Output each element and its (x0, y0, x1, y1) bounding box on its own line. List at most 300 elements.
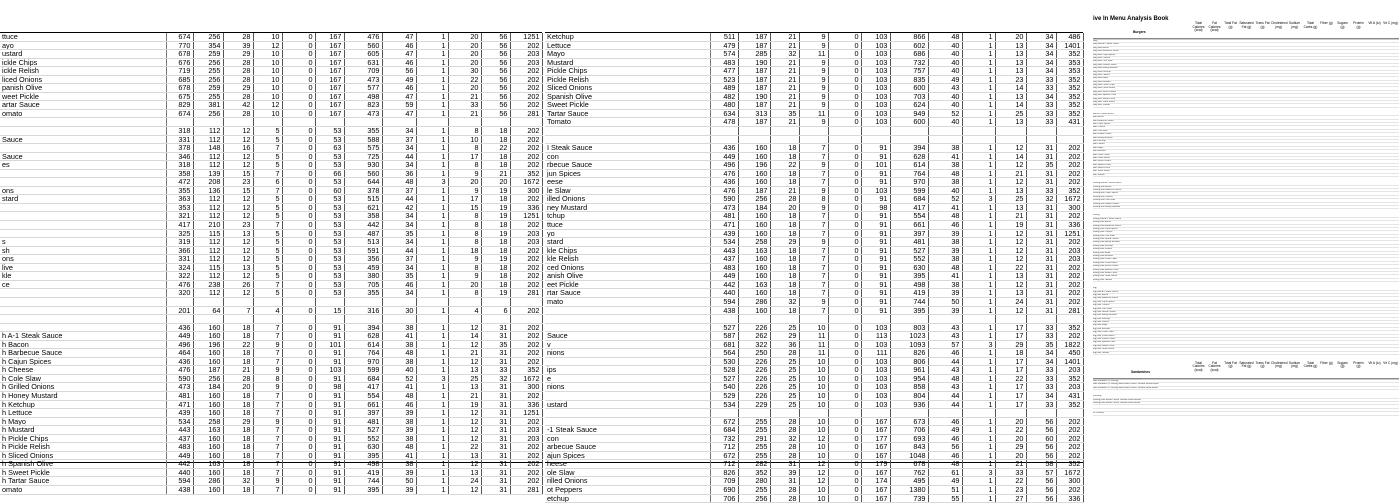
value-cell: 31 (770, 477, 799, 486)
value-cell: 498 (890, 280, 928, 289)
value-cell: 34 (1026, 58, 1056, 67)
value-cell: 91 (861, 195, 890, 204)
value-cell: 10 (799, 494, 828, 503)
value-cell: 7 (223, 306, 253, 315)
table-row (545, 272, 1083, 281)
value-cell (995, 409, 1026, 418)
item-name-cell (0, 323, 166, 332)
value-cell: 38 (928, 238, 962, 247)
value-cell: 31 (1026, 203, 1056, 212)
value-cell: 744 (890, 297, 928, 306)
value-cell: 202 (510, 468, 542, 477)
table-row (545, 280, 1083, 289)
value-cell: 18 (770, 229, 799, 238)
value-cell: 202 (510, 391, 542, 400)
list-item: with Tomato (1093, 174, 1399, 177)
value-cell: 0 (282, 289, 315, 298)
value-cell: 397 (344, 409, 382, 418)
list-item: serving with A-1 Steak Sauce (1093, 182, 1399, 185)
value-cell: 167 (861, 426, 890, 435)
value-cell: 575 (344, 144, 382, 153)
value-cell: 0 (282, 58, 315, 67)
value-cell: 0 (282, 366, 315, 375)
value-cell (315, 118, 344, 127)
value-cell: 21 (770, 101, 799, 110)
value-cell: 35 (1026, 161, 1056, 170)
value-cell: 56 (481, 92, 510, 101)
value-cell: 1 (962, 33, 995, 41)
value-cell: 53 (315, 289, 344, 298)
item-name-cell: heese (545, 460, 710, 469)
value-cell: 4 (253, 306, 282, 315)
value-cell: 1 (962, 238, 995, 247)
list-item: with Cheese (1093, 126, 1399, 129)
value-cell: 256 (193, 109, 223, 118)
value-cell: 0 (282, 75, 315, 84)
value-cell: 674 (166, 33, 193, 41)
value-cell: 22 (770, 161, 799, 170)
value-cell: 472 (166, 178, 193, 187)
value-cell: 32 (1026, 195, 1056, 204)
value-cell: 5 (253, 238, 282, 247)
value-cell: 10 (253, 109, 282, 118)
value-cell: 22 (995, 477, 1026, 486)
list-item: mg) with Mayo (1093, 324, 1399, 327)
value-cell: 439 (710, 229, 738, 238)
value-cell: 0 (282, 238, 315, 247)
value-cell: 112 (193, 246, 223, 255)
value-cell: 163 (193, 426, 223, 435)
value-cell: 395 (344, 485, 382, 494)
value-cell: 20 (448, 33, 481, 41)
value-cell: 61 (928, 468, 962, 477)
value-cell: 202 (510, 92, 542, 101)
value-cell: 436 (166, 323, 193, 332)
item-name-cell: I Steak Sauce (545, 144, 710, 153)
value-cell: 38 (928, 255, 962, 264)
table-row (545, 186, 1083, 195)
value-cell: 48 (928, 374, 962, 383)
value-cell: 31 (1026, 238, 1056, 247)
value-cell: 498 (344, 460, 382, 469)
value-cell: 0 (282, 84, 315, 93)
analysis-book-rows (1093, 39, 1399, 360)
value-cell: 18 (223, 485, 253, 494)
list-item: mg) with Cajun Spices (1093, 301, 1399, 304)
table-row (545, 127, 1083, 136)
column-header: Sodium (mg) (1288, 21, 1301, 29)
value-cell: 1 (962, 161, 995, 170)
value-cell: 352 (1056, 92, 1083, 101)
value-cell: 53 (315, 272, 344, 281)
value-cell: 21 (770, 58, 799, 67)
value-cell: 436 (710, 144, 738, 153)
value-cell: 167 (861, 468, 890, 477)
value-cell (344, 118, 382, 127)
value-cell: 0 (828, 41, 861, 50)
value-cell: 103 (861, 340, 890, 349)
value-cell: 202 (1056, 443, 1083, 452)
value-cell: 762 (890, 468, 928, 477)
list-item: with Pickle Chips (1093, 154, 1399, 157)
value-cell: 9 (448, 255, 481, 264)
value-cell: 56 (1026, 417, 1056, 426)
value-cell: 281 (510, 109, 542, 118)
value-cell: 16 (223, 144, 253, 153)
value-cell: 12 (223, 135, 253, 144)
list-item: rmg) with Mayo (1093, 77, 1399, 80)
value-cell (1026, 409, 1056, 418)
value-cell: 167 (315, 109, 344, 118)
value-cell: 1 (416, 383, 448, 392)
item-name-cell: nions (545, 349, 710, 358)
value-cell: 709 (344, 67, 382, 76)
value-cell: 38 (928, 178, 962, 187)
value-cell: 0 (282, 169, 315, 178)
value-cell (738, 127, 770, 136)
value-cell: 970 (344, 357, 382, 366)
value-cell: 354 (193, 41, 223, 50)
value-cell: 202 (510, 161, 542, 170)
value-cell: 33 (1026, 323, 1056, 332)
list-item: rmg) with Cajun Spices (1093, 54, 1399, 57)
value-cell: 33 (1026, 366, 1056, 375)
value-cell (253, 297, 282, 306)
value-cell: 9 (799, 33, 828, 41)
value-cell: 53 (315, 203, 344, 212)
table-row (545, 203, 1083, 212)
value-cell: 300 (1056, 477, 1083, 486)
value-cell: 19 (481, 289, 510, 298)
value-cell: 1 (962, 349, 995, 358)
value-cell: 1 (416, 280, 448, 289)
value-cell: 331 (166, 255, 193, 264)
value-cell: 7 (253, 400, 282, 409)
value-cell: 473 (344, 109, 382, 118)
value-cell: 18 (223, 434, 253, 443)
value-cell: 167 (315, 84, 344, 93)
value-cell: 103 (861, 75, 890, 84)
value-cell: 1 (416, 229, 448, 238)
value-cell: 587 (710, 332, 738, 341)
value-cell: 1 (416, 41, 448, 50)
table-row (0, 315, 542, 324)
value-cell: 21 (770, 118, 799, 127)
table-row (545, 289, 1083, 298)
value-cell: 12 (995, 178, 1026, 187)
value-cell: 103 (861, 374, 890, 383)
list-item: rmg) with Bacon (1093, 47, 1399, 50)
value-cell: 255 (738, 426, 770, 435)
list-item: mg) with Bacon (1093, 294, 1399, 297)
value-cell: 0 (828, 229, 861, 238)
item-name-cell (0, 229, 166, 238)
value-cell: 18 (770, 280, 799, 289)
value-cell: 564 (710, 349, 738, 358)
value-cell: 352 (510, 366, 542, 375)
value-cell: 48 (928, 460, 962, 469)
value-cell: 25 (770, 366, 799, 375)
value-cell: 18 (223, 426, 253, 435)
list-item: with Spanish Olive (1093, 164, 1399, 167)
value-cell: 187 (738, 101, 770, 110)
value-cell: 28 (770, 417, 799, 426)
list-item: mg) (1093, 287, 1399, 290)
value-cell: 48 (928, 263, 962, 272)
value-cell (344, 297, 382, 306)
value-cell: 203 (1056, 255, 1083, 264)
value-cell: 483 (166, 443, 193, 452)
value-cell: 1 (416, 161, 448, 170)
value-cell (193, 118, 223, 127)
value-cell: 12 (223, 246, 253, 255)
value-cell: 17 (448, 195, 481, 204)
value-cell: 1251 (1056, 229, 1083, 238)
value-cell: 527 (890, 246, 928, 255)
value-cell: 226 (738, 374, 770, 383)
value-cell: 57 (928, 340, 962, 349)
list-item: mg) with Mustard (1093, 328, 1399, 331)
value-cell: 187 (193, 366, 223, 375)
value-cell: 160 (193, 468, 223, 477)
value-cell: 489 (710, 84, 738, 93)
value-cell: 709 (710, 477, 738, 486)
value-cell: 0 (828, 323, 861, 332)
table-row (0, 255, 542, 264)
value-cell: 56 (1026, 477, 1056, 486)
value-cell: 39 (223, 41, 253, 50)
value-cell: 684 (890, 195, 928, 204)
table-row (0, 238, 542, 247)
value-cell: 111 (861, 349, 890, 358)
list-item: rmg) with Spanish Olive (1093, 94, 1399, 97)
value-cell: 719 (166, 67, 193, 76)
value-cell: 614 (344, 340, 382, 349)
value-cell: 91 (861, 212, 890, 221)
item-name-cell: nions (545, 383, 710, 392)
list-item: mg) with Tomato (1093, 352, 1399, 355)
item-name-cell: omato (0, 109, 166, 118)
value-cell: 866 (890, 33, 928, 41)
value-cell: 160 (738, 144, 770, 153)
value-cell: 438 (710, 306, 738, 315)
value-cell: 5 (253, 127, 282, 136)
value-cell: 55 (928, 494, 962, 503)
analysis-book-header-row (1093, 22, 1399, 39)
value-cell: 528 (710, 366, 738, 375)
value-cell: 28 (770, 451, 799, 460)
value-cell: 712 (710, 460, 738, 469)
table-row (0, 101, 542, 110)
value-cell: 5 (253, 229, 282, 238)
value-cell: 286 (738, 297, 770, 306)
value-cell: 0 (828, 426, 861, 435)
value-cell: 770 (166, 41, 193, 50)
value-cell: 481 (344, 417, 382, 426)
value-cell: 1 (962, 50, 995, 59)
value-cell: 1 (962, 144, 995, 153)
item-name-cell (0, 127, 166, 136)
item-name-cell: h Barbecue Sauce (0, 349, 166, 358)
value-cell: 202 (510, 460, 542, 469)
item-name-cell (0, 178, 166, 187)
value-cell: 12 (448, 485, 481, 494)
value-cell (448, 315, 481, 324)
value-cell: 34 (1026, 33, 1056, 41)
item-name-cell (545, 417, 710, 426)
value-cell: 20 (448, 84, 481, 93)
value-cell: 17 (995, 323, 1026, 332)
value-cell: 1 (416, 426, 448, 435)
value-cell: 15 (223, 186, 253, 195)
value-cell: 7 (253, 186, 282, 195)
value-cell: 20 (995, 33, 1026, 41)
value-cell: 53 (315, 280, 344, 289)
value-cell: 21 (770, 41, 799, 50)
list-item: rmg) with Pickle Relish (1093, 87, 1399, 90)
value-cell: 41 (928, 272, 962, 281)
value-cell (770, 135, 799, 144)
table-row (545, 195, 1083, 204)
list-item: serving with Bacon (1093, 186, 1399, 189)
value-cell: 511 (710, 33, 738, 41)
value-cell: 202 (1056, 212, 1083, 221)
value-cell: 202 (510, 75, 542, 84)
value-cell: 91 (315, 485, 344, 494)
analysis-book-rows-sandwiches (1093, 379, 1399, 421)
value-cell: 1 (416, 323, 448, 332)
value-cell: 378 (344, 186, 382, 195)
value-cell (481, 297, 510, 306)
value-cell: 187 (738, 118, 770, 127)
list-item: serving with Grilled Onions (1093, 203, 1399, 206)
value-cell: 18 (481, 152, 510, 161)
value-cell (282, 297, 315, 306)
value-cell: 103 (861, 50, 890, 59)
item-name-cell: live (0, 263, 166, 272)
value-cell: 32 (481, 374, 510, 383)
value-cell: 0 (282, 451, 315, 460)
list-item: rtato Sandwich (1 serving) with Bread Choice Toasted Wheat Bread (1093, 383, 1399, 386)
value-cell: 552 (890, 255, 928, 264)
item-name-cell: e (545, 374, 710, 383)
value-cell: 10 (253, 33, 282, 41)
value-cell: 112 (193, 272, 223, 281)
item-name-cell: le Slaw (545, 186, 710, 195)
value-cell: 33 (1026, 109, 1056, 118)
value-cell: 53 (315, 221, 344, 230)
value-cell: 53 (315, 161, 344, 170)
value-cell: 7 (799, 272, 828, 281)
value-cell: 12 (448, 409, 481, 418)
value-cell: 13 (995, 118, 1026, 127)
value-cell: 483 (710, 263, 738, 272)
list-item: erving) with Ketchup (1093, 245, 1399, 248)
item-name-cell (0, 169, 166, 178)
value-cell: 552 (344, 434, 382, 443)
list-item: with A-1 Steak Sauce (1093, 113, 1399, 116)
value-cell: 0 (282, 41, 315, 50)
value-cell: 673 (890, 417, 928, 426)
table-row (545, 212, 1083, 221)
value-cell: 226 (738, 323, 770, 332)
table-row (545, 297, 1083, 306)
value-cell: 48 (382, 443, 416, 452)
value-cell: 1 (416, 67, 448, 76)
table-row (545, 494, 1083, 503)
value-cell: 167 (861, 451, 890, 460)
list-item: rmg) with Tomato (1093, 104, 1399, 107)
analysis-book-title: ive In Menu Analysis Book (1093, 16, 1169, 22)
value-cell: 11 (799, 332, 828, 341)
value-cell: 8 (448, 238, 481, 247)
item-name-cell: Lettuce (545, 41, 710, 50)
value-cell: 764 (890, 169, 928, 178)
value-cell: 91 (861, 169, 890, 178)
value-cell: 281 (510, 485, 542, 494)
value-cell: 1251 (510, 212, 542, 221)
item-name-cell: con (545, 152, 710, 161)
value-cell: 336 (1056, 494, 1083, 503)
table-row (0, 451, 542, 460)
value-cell: 588 (344, 135, 382, 144)
value-cell: 112 (193, 238, 223, 247)
value-cell: 7 (253, 409, 282, 418)
value-cell: 29 (223, 417, 253, 426)
value-cell: 1 (416, 84, 448, 93)
value-cell: 449 (710, 272, 738, 281)
value-cell: 1 (962, 477, 995, 486)
value-cell (890, 409, 928, 418)
value-cell: 1 (962, 41, 995, 50)
item-name-cell (545, 315, 710, 324)
value-cell: 255 (193, 67, 223, 76)
value-cell (962, 409, 995, 418)
value-cell (738, 135, 770, 144)
value-cell: 3 (416, 178, 448, 187)
value-cell: 91 (861, 263, 890, 272)
item-name-cell (545, 323, 710, 332)
value-cell: 18 (770, 144, 799, 153)
value-cell: 160 (193, 451, 223, 460)
value-cell: 202 (510, 101, 542, 110)
value-cell: 160 (738, 169, 770, 178)
item-name-cell: ney Mustard (545, 203, 710, 212)
column-header: Fiber (g) (1320, 21, 1333, 25)
value-cell: 352 (1056, 400, 1083, 409)
value-cell: 28 (770, 443, 799, 452)
value-cell: 1 (962, 280, 995, 289)
value-cell: 202 (510, 417, 542, 426)
value-cell: 19 (995, 221, 1026, 230)
value-cell: 7 (253, 434, 282, 443)
value-cell: 25 (448, 374, 481, 383)
value-cell: 18 (481, 280, 510, 289)
value-cell: 560 (344, 41, 382, 50)
value-cell: 732 (710, 434, 738, 443)
item-name-cell: kle Relish (545, 255, 710, 264)
value-cell: 203 (510, 50, 542, 59)
value-cell: 49 (382, 75, 416, 84)
value-cell: 39 (382, 468, 416, 477)
value-cell: 203 (510, 434, 542, 443)
value-cell: 1 (416, 238, 448, 247)
value-cell: 256 (193, 374, 223, 383)
value-cell: 0 (828, 92, 861, 101)
value-cell: 1 (416, 460, 448, 469)
value-cell: 286 (193, 477, 223, 486)
value-cell: 112 (193, 212, 223, 221)
